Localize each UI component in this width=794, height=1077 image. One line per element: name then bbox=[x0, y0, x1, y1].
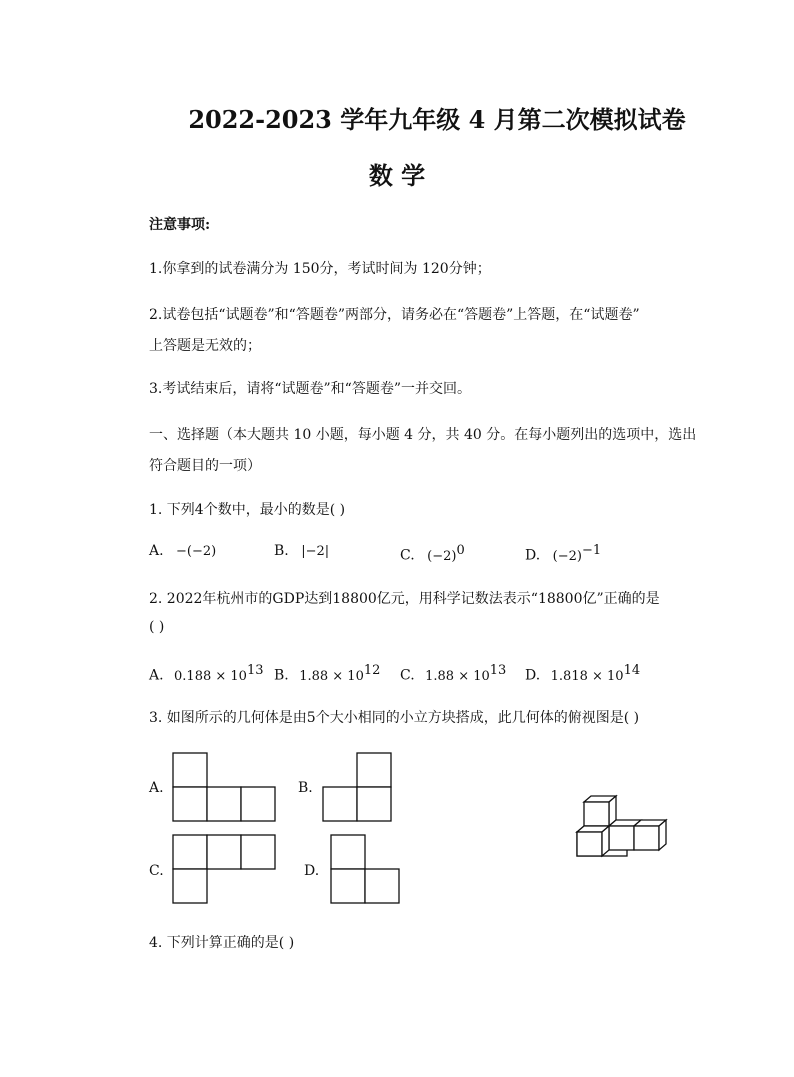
q1-option-c[interactable] bbox=[400, 543, 465, 564]
question-1-stem: 1. 下列4个数中，最小的数是( ) bbox=[149, 502, 346, 518]
cube-front-face bbox=[577, 832, 602, 856]
option-exponent: 13 bbox=[489, 663, 507, 678]
square-cell bbox=[331, 869, 365, 903]
question-3-stem: 3. 如图所示的几何体是由5个大小相同的小立方块搭成，此几何体的俯视图是( ) bbox=[149, 710, 640, 726]
square-cell bbox=[207, 835, 241, 869]
square-cell bbox=[241, 835, 275, 869]
square-cell bbox=[207, 787, 241, 821]
option-expr: 1.818 × 10 bbox=[550, 668, 624, 684]
q3-option-a-figure[interactable] bbox=[170, 750, 280, 822]
cube-front-face bbox=[609, 826, 634, 850]
option-expr: 1.88 × 10 bbox=[425, 668, 490, 684]
cube-front-face bbox=[634, 826, 659, 850]
option-exponent: 14 bbox=[623, 663, 641, 678]
q3-option-c-label[interactable]: C. bbox=[149, 863, 164, 879]
q3-option-a-label[interactable]: A. bbox=[149, 780, 164, 796]
q3-option-d-label[interactable]: D. bbox=[304, 863, 320, 879]
question-2-stem-cont: ( ) bbox=[149, 619, 165, 635]
square-cell bbox=[173, 787, 207, 821]
cube-solid-figure bbox=[574, 792, 666, 858]
option-exponent: 12 bbox=[363, 663, 381, 678]
option-label: C. bbox=[400, 667, 415, 684]
notice-item-3: 3.考试结束后，请将“试题卷”和“答题卷”一并交回。 bbox=[149, 381, 471, 397]
q3-option-b-label[interactable]: B. bbox=[298, 780, 313, 796]
question-2-stem: 2. 2022年杭州市的GDP达到18800亿元，用科学记数法表示“18800亿”正确的是 bbox=[149, 591, 660, 607]
q2-option-c[interactable] bbox=[400, 663, 506, 684]
option-exponent: 0 bbox=[456, 543, 465, 558]
option-expr: |−2| bbox=[301, 544, 330, 559]
cube-side-face bbox=[602, 826, 609, 856]
square-cell bbox=[173, 835, 207, 869]
option-exponent: 13 bbox=[246, 663, 264, 678]
question-4-stem: 4. 下列计算正确的是( ) bbox=[149, 935, 295, 951]
q1-option-a[interactable] bbox=[149, 543, 216, 559]
q1-option-d[interactable] bbox=[525, 543, 601, 564]
cube-front-face bbox=[584, 802, 609, 826]
q2-option-d[interactable] bbox=[525, 663, 640, 684]
option-expr: (−2) bbox=[552, 548, 582, 564]
q2-option-a[interactable] bbox=[149, 663, 263, 684]
option-expr: (−2) bbox=[427, 548, 457, 564]
option-label: B. bbox=[274, 667, 289, 684]
cube-side-face bbox=[659, 820, 666, 850]
option-label: A. bbox=[149, 667, 164, 684]
q3-option-d-figure[interactable] bbox=[328, 832, 403, 904]
option-expr: 0.188 × 10 bbox=[174, 668, 247, 684]
option-expr: 1.88 × 10 bbox=[299, 668, 364, 684]
option-label: C. bbox=[400, 547, 415, 564]
section-heading: 一、选择题（本大题共 10 小题，每小题 4 分，共 40 分。在每小题列出的选项中，选出 bbox=[149, 427, 697, 443]
q2-option-b[interactable] bbox=[274, 663, 380, 684]
square-cell bbox=[357, 753, 391, 787]
square-cell bbox=[357, 787, 391, 821]
q3-option-c-figure[interactable] bbox=[170, 832, 280, 904]
notice-item-1: 1.你拿到的试卷满分为 150分，考试时间为 120分钟； bbox=[149, 261, 491, 277]
square-cell bbox=[173, 869, 207, 903]
option-exponent: −1 bbox=[581, 543, 602, 558]
square-cell bbox=[241, 787, 275, 821]
notice-heading: 注意事项: bbox=[149, 217, 211, 233]
option-label: A. bbox=[149, 543, 164, 559]
q1-option-b[interactable] bbox=[274, 543, 329, 559]
subject-title: 数 学 bbox=[368, 161, 426, 190]
exam-title: 2022-2023 学年九年级 4 月第二次模拟试卷 bbox=[188, 105, 686, 134]
notice-item-2-cont: 上答题是无效的； bbox=[149, 338, 261, 354]
square-cell bbox=[331, 835, 365, 869]
q3-option-b-figure[interactable] bbox=[320, 750, 395, 822]
square-cell bbox=[365, 869, 399, 903]
option-label: B. bbox=[274, 543, 289, 559]
notice-item-2: 2.试卷包括“试题卷”和“答题卷”两部分，请务必在“答题卷”上答题，在“试题卷” bbox=[149, 307, 640, 323]
option-expr: −(−2) bbox=[176, 544, 217, 559]
square-cell bbox=[173, 753, 207, 787]
square-cell bbox=[323, 787, 357, 821]
option-label: D. bbox=[525, 667, 541, 684]
option-label: D. bbox=[525, 547, 541, 564]
section-heading-cont: 符合题目的一项） bbox=[149, 458, 261, 474]
